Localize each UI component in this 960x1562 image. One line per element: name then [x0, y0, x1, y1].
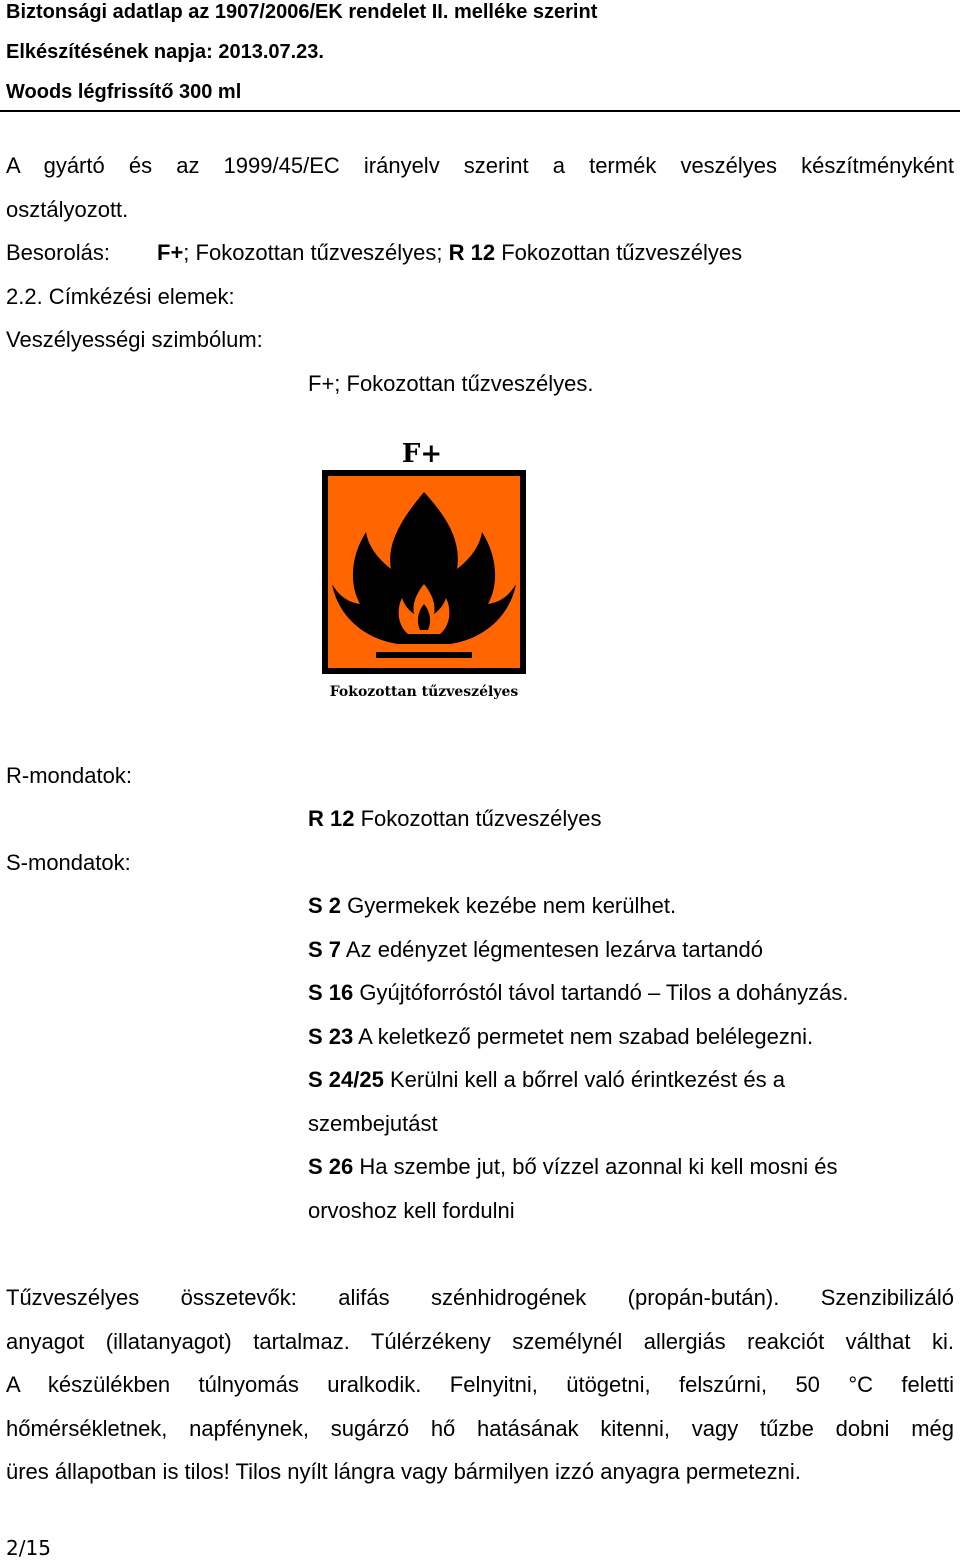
r-phrases-label: R-mondatok:: [6, 763, 132, 788]
header-divider: [0, 110, 960, 112]
classification-intro-line1: A gyártó és az 1999/45/EC irányelv szerint a termék veszélyes készítményként: [6, 153, 954, 178]
notes-line: anyagot (illatanyagot) tartalmaz. Túlérzékeny személynél allergiás reakciót válthat ki.: [6, 1329, 954, 1354]
s-phrase-code: S 16: [308, 980, 354, 1005]
s-phrase-text: Kerülni kell a bőrrel való érintkezést és a: [383, 1067, 785, 1092]
s-phrase-continuation: szembejutást: [308, 1111, 438, 1136]
notes-line: hőmérsékletnek, napfénynek, sugárzó hő hatásának kitenni, vagy tűzbe dobni még: [6, 1416, 954, 1441]
pictogram-top-text: F+: [401, 439, 443, 469]
r-phrase-code: R 12: [308, 806, 355, 831]
notes-line: A készülékben túlnyomás uralkodik. Felnyitni, ütögetni, felszúrni, 50 °C feletti: [6, 1372, 954, 1397]
classification-label: Besorolás:: [6, 240, 110, 265]
classification-intro-line2: osztályozott.: [6, 197, 129, 222]
s-phrase-text: Ha szembe jut, bő vízzel azonnal ki kell mosni és: [353, 1154, 838, 1179]
s-phrase-text: Gyújtóforróstól távol tartandó – Tilos a dohányzás.: [353, 980, 849, 1005]
s-phrase-item: [308, 892, 676, 920]
label-elements-heading: 2.2. Címkézési elemek:: [6, 284, 235, 309]
s-phrase-item: [308, 1023, 813, 1051]
s-phrase-item: [308, 936, 763, 964]
pictogram-bottom-text: Fokozottan tűzveszélyes: [329, 684, 519, 700]
s-phrase-item: [308, 979, 849, 1007]
s-phrase-item: [308, 1153, 837, 1181]
classification-r-code: R 12: [448, 240, 496, 265]
hazard-symbol-value: F+; Fokozottan tűzveszélyes.: [308, 371, 594, 396]
classification-r-text: Fokozottan tűzveszélyes: [495, 240, 743, 265]
hazard-pictogram: [312, 434, 536, 704]
s-phrases-label: S-mondatok:: [6, 850, 131, 875]
s-phrase-text: Gyermekek kezébe nem kerülhet.: [341, 893, 677, 918]
r-phrase-item: [308, 805, 602, 833]
notes-line: Tűzveszélyes összetevők: alifás szénhidrogének (propán-bután). Szenzibilizáló: [6, 1285, 954, 1310]
s-phrase-code: S 2: [308, 893, 342, 918]
document-title: Biztonsági adatlap az 1907/2006/EK rendelet II. melléke szerint: [6, 1, 598, 23]
notes-line: üres állapotban is tilos! Tilos nyílt lángra vagy bármilyen izzó anyagra permetezni.: [6, 1459, 801, 1484]
preparation-date: Elkészítésének napja: 2013.07.23.: [6, 41, 324, 63]
s-phrase-continuation: orvoshoz kell fordulni: [308, 1198, 515, 1223]
classification-code: F+: [157, 240, 184, 265]
s-phrase-code: S 7: [308, 937, 342, 962]
flame-icon: [312, 434, 536, 704]
s-phrase-code: S 23: [308, 1024, 354, 1049]
classification-desc: ; Fokozottan tűzveszélyes;: [183, 240, 449, 265]
s-phrase-text: A keletkező permetet nem szabad belélegezni.: [353, 1024, 814, 1049]
s-phrase-code: S 24/25: [308, 1067, 384, 1092]
s-phrase-code: S 26: [308, 1154, 354, 1179]
hazard-symbol-label: Veszélyességi szimbólum:: [6, 327, 263, 352]
product-name: Woods légfrissítő 300 ml: [6, 81, 242, 103]
s-phrase-text: Az edényzet légmentesen lezárva tartandó: [341, 937, 763, 962]
s-phrase-item: [308, 1066, 785, 1094]
classification-value: [157, 239, 742, 267]
page-number: 2/15: [6, 1536, 51, 1560]
r-phrase-text: Fokozottan tűzveszélyes: [354, 806, 602, 831]
